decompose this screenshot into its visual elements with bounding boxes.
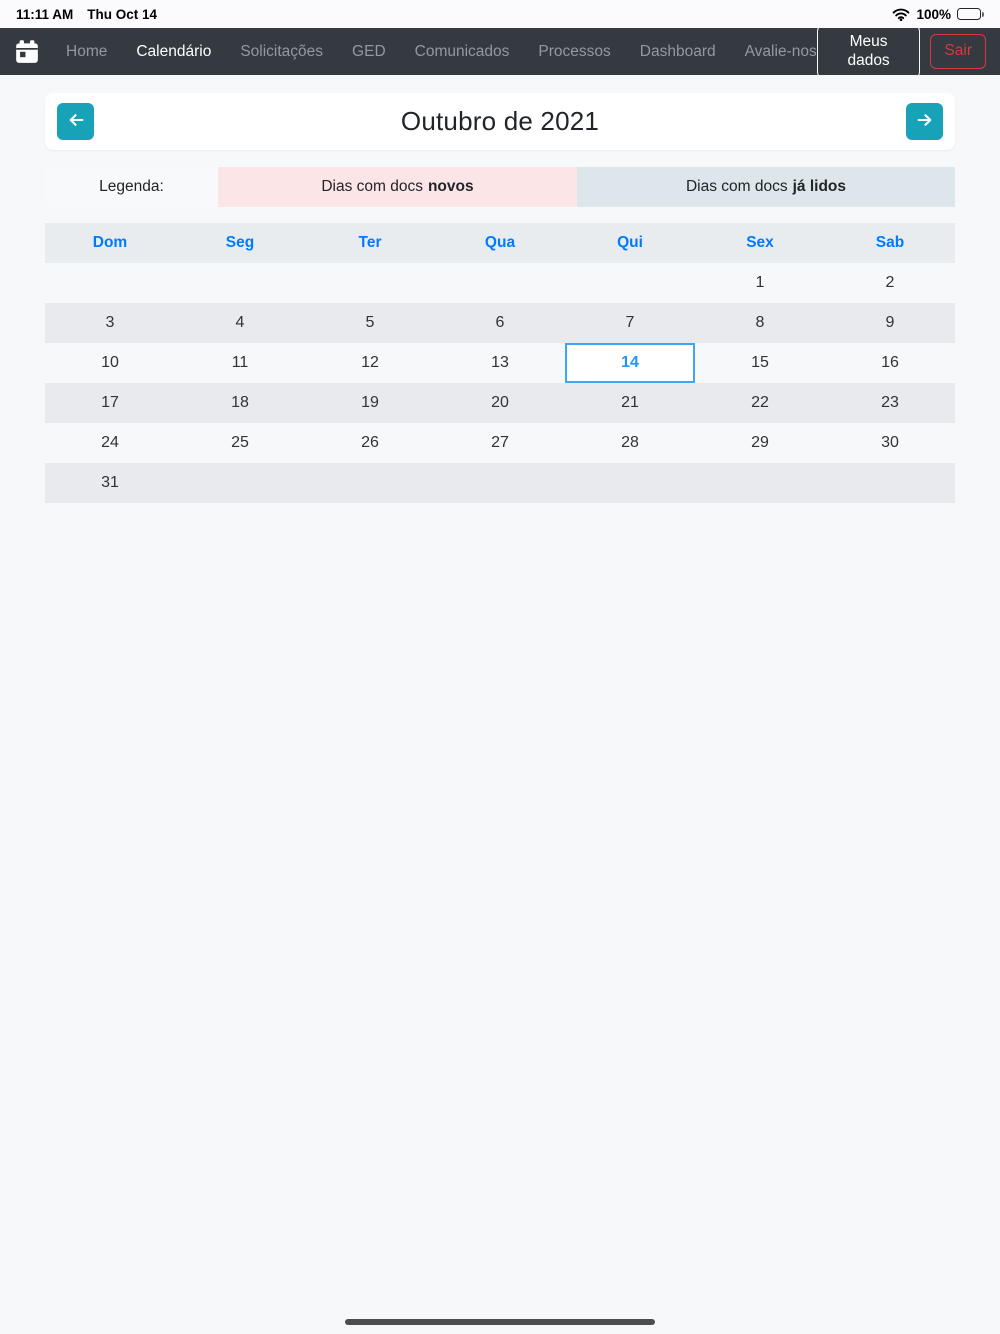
nav-item-comunicados[interactable]: Comunicados (414, 42, 510, 60)
empty-cell (175, 463, 305, 503)
brand-calendar-icon[interactable] (14, 39, 40, 65)
empty-cell (175, 263, 305, 303)
calendar-day[interactable]: 10 (45, 343, 175, 383)
next-month-button[interactable] (906, 103, 943, 140)
calendar-day[interactable]: 25 (175, 423, 305, 463)
day-header-seg: Seg (175, 223, 305, 263)
empty-cell (435, 263, 565, 303)
nav-item-solicitacoes[interactable]: Solicitações (240, 42, 324, 60)
day-header-ter: Ter (305, 223, 435, 263)
meus-dados-button[interactable]: Meus dados (817, 25, 921, 78)
calendar-day[interactable]: 12 (305, 343, 435, 383)
calendar-day[interactable]: 20 (435, 383, 565, 423)
calendar-day[interactable]: 27 (435, 423, 565, 463)
calendar-day[interactable]: 5 (305, 303, 435, 343)
legend-read-docs: Dias com docs já lidos (577, 167, 955, 207)
nav-links (66, 43, 817, 61)
day-header-sex: Sex (695, 223, 825, 263)
calendar-day[interactable]: 16 (825, 343, 955, 383)
navbar (0, 28, 1000, 75)
calendar-day[interactable]: 23 (825, 383, 955, 423)
calendar-day[interactable]: 30 (825, 423, 955, 463)
nav-item-processos[interactable]: Processos (538, 42, 611, 60)
calendar-day[interactable]: 19 (305, 383, 435, 423)
status-date: Thu Oct 14 (87, 6, 158, 22)
calendar-day[interactable]: 22 (695, 383, 825, 423)
arrow-left-icon (65, 109, 87, 134)
week-row (45, 463, 955, 503)
calendar-day[interactable]: 21 (565, 383, 695, 423)
nav-item-avalie-nos[interactable]: Avalie-nos (744, 42, 817, 60)
calendar-day[interactable]: 4 (175, 303, 305, 343)
battery-icon (957, 8, 984, 20)
calendar-day[interactable]: 26 (305, 423, 435, 463)
wifi-icon (892, 8, 910, 21)
calendar-day[interactable]: 3 (45, 303, 175, 343)
nav-item-dashboard[interactable]: Dashboard (639, 42, 716, 60)
day-header-row (45, 223, 955, 263)
calendar-day[interactable]: 13 (435, 343, 565, 383)
calendar-day[interactable]: 9 (825, 303, 955, 343)
battery-percent: 100% (916, 6, 951, 22)
calendar-day[interactable]: 28 (565, 423, 695, 463)
calendar-day[interactable]: 29 (695, 423, 825, 463)
calendar-day[interactable]: 7 (565, 303, 695, 343)
legend-new-docs: Dias com docs novos (218, 167, 577, 207)
previous-month-button[interactable] (57, 103, 94, 140)
calendar-day[interactable]: 31 (45, 463, 175, 503)
calendar-day[interactable]: 24 (45, 423, 175, 463)
empty-cell (305, 263, 435, 303)
nav-item-calendario[interactable]: Calendário (136, 42, 212, 60)
empty-cell (565, 463, 695, 503)
calendar-table (45, 223, 955, 503)
empty-cell (695, 463, 825, 503)
week-row (45, 343, 955, 383)
calendar-day[interactable]: 6 (435, 303, 565, 343)
day-header-qua: Qua (435, 223, 565, 263)
home-indicator[interactable] (345, 1319, 655, 1325)
nav-item-home[interactable]: Home (66, 42, 108, 60)
calendar-day[interactable]: 8 (695, 303, 825, 343)
calendar-day-selected[interactable]: 14 (565, 343, 695, 383)
week-row (45, 303, 955, 343)
empty-cell (565, 263, 695, 303)
week-row (45, 383, 955, 423)
calendar-day[interactable]: 15 (695, 343, 825, 383)
month-nav-card (45, 93, 955, 150)
calendar-day[interactable]: 2 (825, 263, 955, 303)
empty-cell (45, 263, 175, 303)
calendar-day[interactable]: 17 (45, 383, 175, 423)
status-time: 11:11 AM (16, 6, 74, 22)
day-header-sab: Sab (825, 223, 955, 263)
calendar-legend (45, 167, 955, 207)
day-header-qui: Qui (565, 223, 695, 263)
sair-button[interactable]: Sair (930, 34, 986, 69)
calendar-day[interactable]: 18 (175, 383, 305, 423)
day-header-dom: Dom (45, 223, 175, 263)
status-bar (0, 0, 1000, 28)
month-title: Outubro de 2021 (400, 106, 600, 136)
empty-cell (435, 463, 565, 503)
nav-item-ged[interactable]: GED (352, 42, 386, 60)
week-row (45, 423, 955, 463)
empty-cell (305, 463, 435, 503)
empty-cell (825, 463, 955, 503)
week-row (45, 263, 955, 303)
calendar-day[interactable]: 11 (175, 343, 305, 383)
legend-label: Legenda: (45, 167, 218, 207)
arrow-right-icon (914, 109, 936, 134)
calendar-day[interactable]: 1 (695, 263, 825, 303)
